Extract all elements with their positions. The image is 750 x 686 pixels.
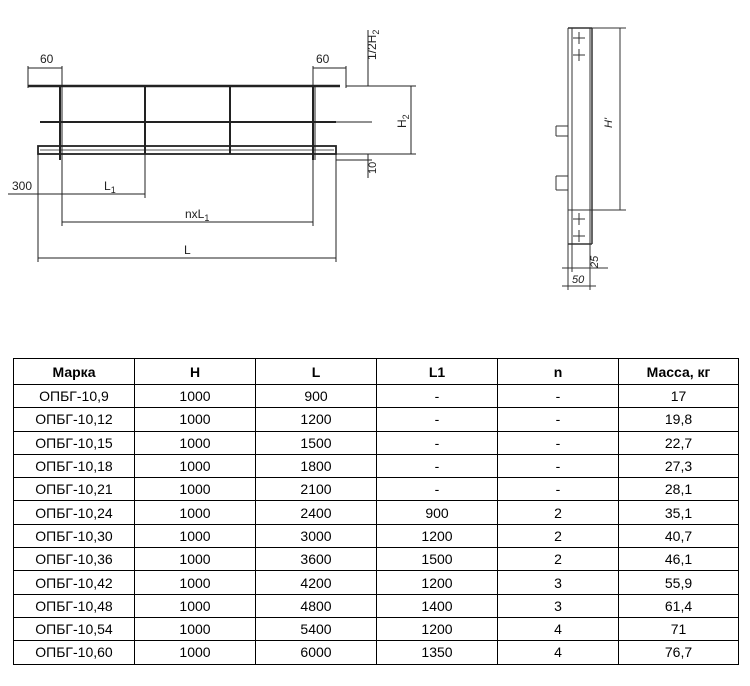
cell-h: 1000 [135, 571, 256, 594]
cell-l1: 1200 [377, 524, 498, 547]
cell-l: 3600 [256, 548, 377, 571]
dim-300: 300 [12, 179, 33, 193]
cell-l: 1200 [256, 408, 377, 431]
cell-marka: ОПБГ-10,21 [14, 478, 135, 501]
table-row [14, 524, 739, 547]
cell-n: - [498, 454, 619, 477]
cell-h: 1000 [135, 524, 256, 547]
cell-marka: ОПБГ-10,18 [14, 454, 135, 477]
dim-50: 50 [572, 274, 585, 286]
cell-mass: 61,4 [619, 594, 739, 617]
table-row [14, 594, 739, 617]
cell-l1: 1500 [377, 548, 498, 571]
dim-60-left: 60 [40, 52, 54, 66]
cell-mass: 40,7 [619, 524, 739, 547]
header-l: L [256, 359, 377, 385]
cell-n: - [498, 385, 619, 408]
table-row [14, 454, 739, 477]
dim-l1: $L_1$ [104, 179, 116, 195]
cell-marka: ОПБГ-10,48 [14, 594, 135, 617]
table-row [14, 431, 739, 454]
technical-drawing [0, 0, 750, 300]
dim-10: 10 [367, 161, 379, 174]
cell-marka: ОПБГ-10,24 [14, 501, 135, 524]
cell-n: 2 [498, 501, 619, 524]
cell-l1: - [377, 478, 498, 501]
cell-marka: ОПБГ-10,36 [14, 548, 135, 571]
cell-l: 2400 [256, 501, 377, 524]
cell-h: 1000 [135, 408, 256, 431]
dim-l: L [184, 243, 191, 257]
cell-marka: ОПБГ-10,30 [14, 524, 135, 547]
cell-h: 1000 [135, 641, 256, 664]
cell-marka: ОПБГ-10,9 [14, 385, 135, 408]
table-row [14, 408, 739, 431]
cell-mass: 27,3 [619, 454, 739, 477]
dim-25: 25 [589, 255, 601, 268]
dim-nxl1: nxL$_1$ [185, 207, 210, 223]
dim-half-h2: $1/2H_2$ [365, 29, 381, 60]
cell-h: 1000 [135, 431, 256, 454]
dim-60-right: 60 [316, 52, 330, 66]
header-mass: Масса, кг [619, 359, 739, 385]
cell-l1: 900 [377, 501, 498, 524]
cell-n: 3 [498, 594, 619, 617]
cell-mass: 71 [619, 617, 739, 640]
cell-h: 1000 [135, 617, 256, 640]
cell-n: - [498, 478, 619, 501]
cell-l: 4200 [256, 571, 377, 594]
cell-h: 1000 [135, 385, 256, 408]
cell-l1: - [377, 431, 498, 454]
cell-marka: ОПБГ-10,15 [14, 431, 135, 454]
table-row [14, 478, 739, 501]
front-view [8, 30, 416, 262]
cell-marka: ОПБГ-10,12 [14, 408, 135, 431]
cell-mass: 35,1 [619, 501, 739, 524]
dim-h2: $H_2$ [395, 114, 411, 128]
cell-marka: ОПБГ-10,42 [14, 571, 135, 594]
cell-l: 1500 [256, 431, 377, 454]
table-row [14, 617, 739, 640]
cell-l: 3000 [256, 524, 377, 547]
cell-n: 4 [498, 641, 619, 664]
cell-l1: - [377, 408, 498, 431]
cell-mass: 28,1 [619, 478, 739, 501]
cell-mass: 19,8 [619, 408, 739, 431]
cell-l: 1800 [256, 454, 377, 477]
cell-l1: 1200 [377, 617, 498, 640]
cell-mass: 76,7 [619, 641, 739, 664]
cell-h: 1000 [135, 548, 256, 571]
table-row [14, 501, 739, 524]
cell-l: 6000 [256, 641, 377, 664]
header-h: H [135, 359, 256, 385]
cell-l: 5400 [256, 617, 377, 640]
cell-marka: ОПБГ-10,60 [14, 641, 135, 664]
cell-l1: - [377, 454, 498, 477]
cell-n: 3 [498, 571, 619, 594]
cell-n: 4 [498, 617, 619, 640]
cell-n: 2 [498, 524, 619, 547]
cell-l1: 1400 [377, 594, 498, 617]
table-row [14, 571, 739, 594]
cell-n: 2 [498, 548, 619, 571]
cell-mass: 46,1 [619, 548, 739, 571]
dim-h-prime: H' [603, 117, 615, 128]
cell-h: 1000 [135, 501, 256, 524]
cell-mass: 17 [619, 385, 739, 408]
specification-table [13, 358, 739, 665]
side-view [556, 28, 626, 290]
cell-l1: 1350 [377, 641, 498, 664]
cell-l: 4800 [256, 594, 377, 617]
table-row [14, 548, 739, 571]
front-view-labels [12, 30, 411, 257]
cell-n: - [498, 408, 619, 431]
cell-n: - [498, 431, 619, 454]
header-marka: Марка [14, 359, 135, 385]
header-n: n [498, 359, 619, 385]
cell-l1: - [377, 385, 498, 408]
cell-mass: 55,9 [619, 571, 739, 594]
header-l1: L1 [377, 359, 498, 385]
cell-mass: 22,7 [619, 431, 739, 454]
cell-h: 1000 [135, 454, 256, 477]
side-view-labels [572, 117, 615, 286]
table-header-row [14, 359, 739, 385]
table-row [14, 641, 739, 664]
cell-l1: 1200 [377, 571, 498, 594]
cell-l: 900 [256, 385, 377, 408]
table-row [14, 385, 739, 408]
cell-h: 1000 [135, 478, 256, 501]
cell-h: 1000 [135, 594, 256, 617]
cell-l: 2100 [256, 478, 377, 501]
cell-marka: ОПБГ-10,54 [14, 617, 135, 640]
